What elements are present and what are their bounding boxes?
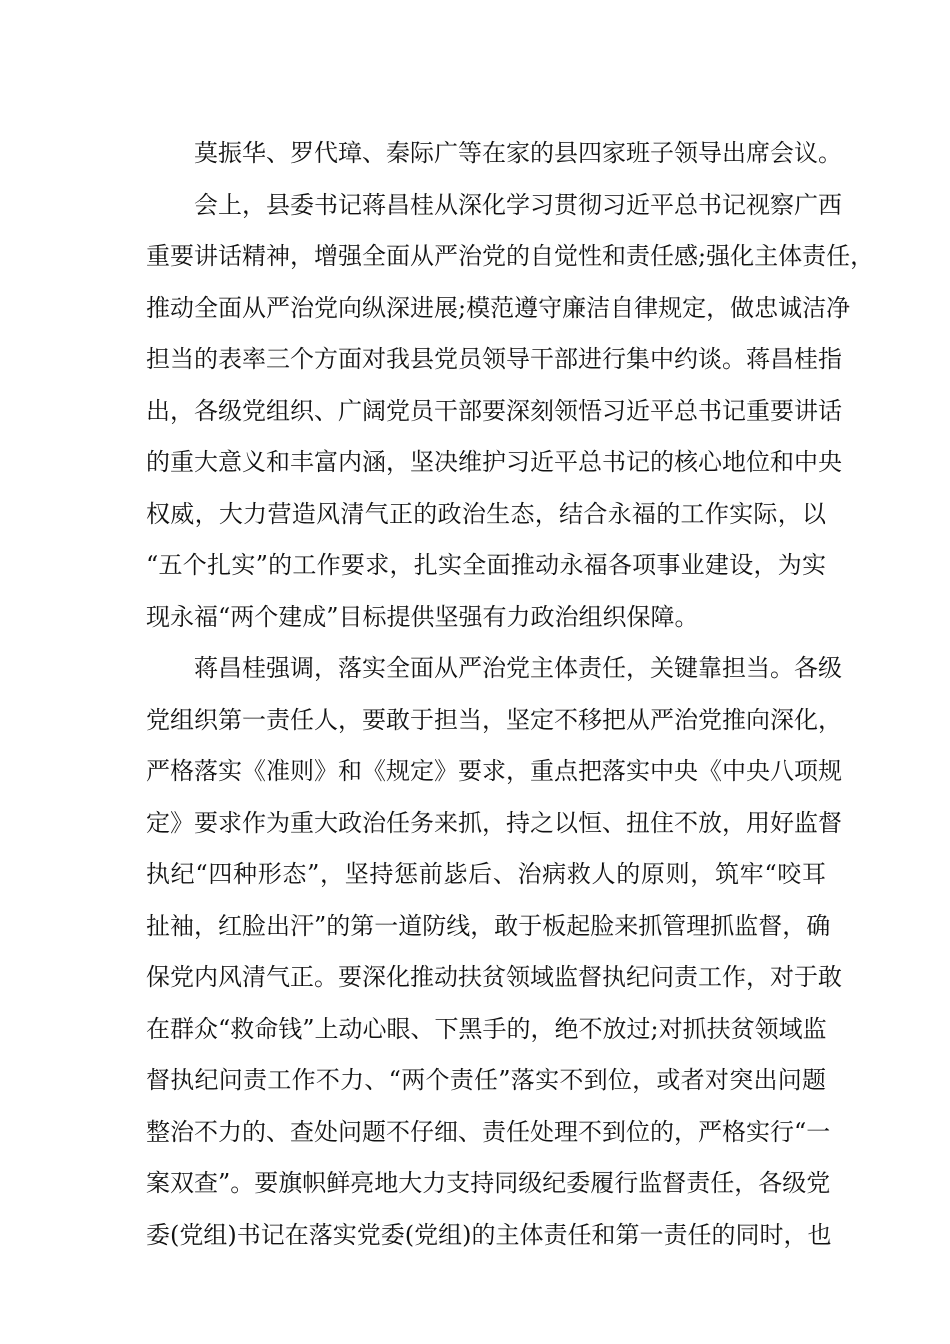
text-line: 的重大意义和丰富内涵，坚决维护习近平总书记的核心地位和中央 [146, 448, 842, 476]
text-line: 在群众“救命钱”上动心眼、下黑手的，绝不放过;对抓扶贫领域监 [146, 1014, 827, 1043]
text-line: 严格落实《准则》和《规定》要求，重点把落实中央《中央八项规 [146, 757, 842, 785]
text-line: “五个扎实”的工作要求，扎实全面推动永福各项事业建设，为实 [146, 551, 826, 579]
text-line: 督执纪问责工作不力、“两个责任”落实不到位，或者对突出问题 [146, 1066, 826, 1094]
text-line: 委(党组)书记在落实党委(党组)的主体责任和第一责任的同时，也 [146, 1220, 832, 1249]
text-line: 莫振华、罗代璋、秦际广等在家的县四家班子领导出席会议。 [194, 139, 842, 167]
text-line: 推动全面从严治党向纵深进展;模范遵守廉洁自律规定，做忠诚洁净 [146, 293, 851, 322]
text-line: 担当的表率三个方面对我县党员领导干部进行集中约谈。蒋昌桂指 [146, 345, 842, 373]
text-line: 保党内风清气正。要深化推动扶贫领域监督执纪问责工作，对于敢 [146, 963, 842, 991]
text-line: 蒋昌桂强调，落实全面从严治党主体责任，关键靠担当。各级 [194, 654, 842, 682]
text-line: 现永福“两个建成”目标提供坚强有力政治组织保障。 [146, 602, 699, 631]
text-line: 党组织第一责任人，要敢于担当，坚定不移把从严治党推向深化， [146, 705, 842, 734]
text-line: 执纪“四种形态”，坚持惩前毖后、治病救人的原则，筑牢“咬耳 [146, 860, 826, 888]
text-line: 整治不力的、查处问题不仔细、责任处理不到位的，严格实行“一 [146, 1117, 831, 1146]
text-line: 出，各级党组织、广阔党员干部要深刻领悟习近平总书记重要讲话 [146, 396, 842, 425]
text-line: 案双查”。要旗帜鲜亮地大力支持同级纪委履行监督责任，各级党 [146, 1169, 831, 1197]
body-text [146, 128, 875, 1261]
text-line: 会上，县委书记蒋昌桂从深化学习贯彻习近平总书记视察广西 [194, 190, 842, 219]
text-line: 定》要求作为重大政治任务来抓，持之以恒、扭住不放，用好监督 [146, 808, 842, 837]
text-line: 扯袖，红脸出汗”的第一道防线，敢于板起脸来抓管理抓监督，确 [146, 911, 831, 940]
text-line: 重要讲话精神，增强全面从严治党的自觉性和责任感;强化主体责任， [146, 242, 875, 270]
text-line: 权威，大力营造风清气正的政治生态，结合永福的工作实际，以 [146, 499, 826, 528]
